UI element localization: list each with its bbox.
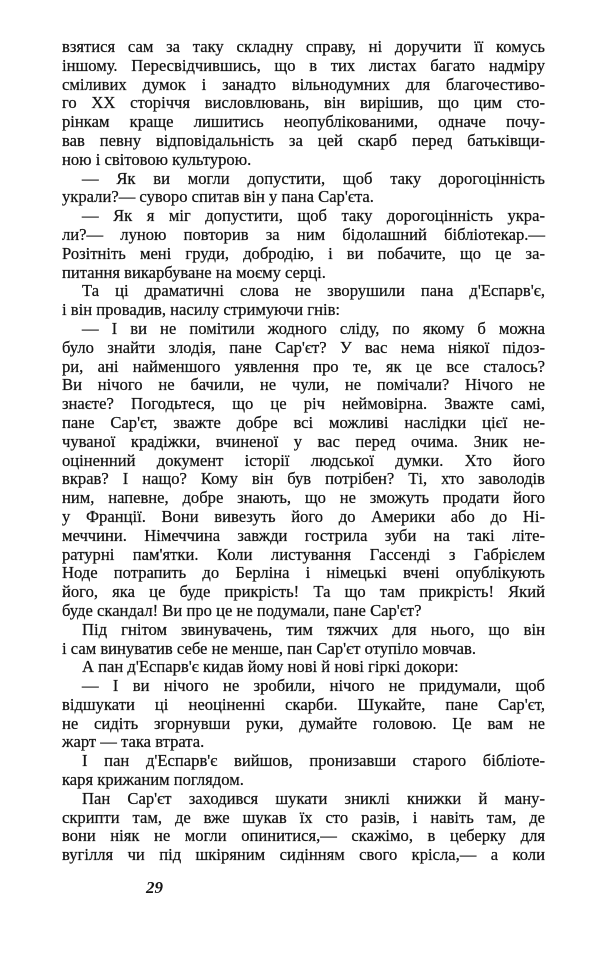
text-line: сміливих думок і занадто вільнодумних для благочестиво- xyxy=(62,74,545,94)
text-line: Під гнітом звинувачень, тим тяжчих для нього, що він xyxy=(82,619,545,639)
text-line: не сидіть згорнувши руки, думайте головою. Це вам не xyxy=(62,713,545,733)
paragraph xyxy=(62,621,545,659)
text-line: питання викарбуване на моєму серці. xyxy=(62,262,326,282)
text-line: Ноде потрапить до Берліна і німецькі вчені опублікують xyxy=(62,563,545,583)
text-line: вони ніяк не могли опинитися,— скажімо, в цеберку для xyxy=(62,826,545,846)
text-line: буде скандал! Ви про це не подумали, пане Сар'єт? xyxy=(62,600,422,620)
text-line: у Франції. Вони вивезуть його до Америки або до Ні- xyxy=(62,506,545,526)
page-number: 29 xyxy=(146,878,163,897)
text-line: Ви нічого не бачили, не чули, не помічали? Нічого не xyxy=(62,375,545,395)
text-line: — Як я міг допустити, щоб таку дорогоцінність укра- xyxy=(82,206,545,226)
text-line: — Як ви могли допустити, щоб таку дорогоцінність xyxy=(82,168,545,188)
paragraph xyxy=(62,752,545,790)
text-line: вугілля чи під шкіряним сидінням свого крісла,— а коли xyxy=(62,845,545,865)
text-line: було знайти злодія, пане Сар'єт? У вас нема ніякої підоз- xyxy=(62,337,545,357)
text-line: іншому. Пересвідчившись, що в тих листах багато надміру xyxy=(62,55,545,75)
text-line: ратурні пам'ятки. Коли листування Гассенді з Габрієлем xyxy=(62,544,545,564)
text-line: чуваної крадіжки, вчиненої у вас перед очима. Зник не- xyxy=(62,431,545,451)
text-line: оціненний документ історії людської думки. Хто його xyxy=(62,450,545,470)
text-line: ри, ані найменшого уявлення про те, як це все сталось? xyxy=(62,356,545,376)
text-line: Пан Сар'єт заходився шукати зниклі книжки й ману- xyxy=(82,788,545,808)
text-line: пане Сар'єт, зважте добре всі можливі наслідки цієї не- xyxy=(62,412,545,432)
text-line: Та ці драматичні слова не зворушили пана д'Еспарв'є, xyxy=(82,281,545,301)
text-line: знаєте? Погодьтеся, що це річ неймовірна. Зважте самі, xyxy=(62,394,545,414)
text-line: — І ви нічого не зробили, нічого не придумали, щоб xyxy=(82,676,545,696)
book-page-text xyxy=(62,38,545,865)
text-line: ним, напевне, добре знають, що не зможуть продати його xyxy=(62,488,545,508)
paragraph xyxy=(62,170,545,208)
text-line: ною і світовою культурою. xyxy=(62,149,252,169)
paragraph xyxy=(62,282,545,320)
text-line: жарт — така втрата. xyxy=(62,732,205,752)
text-line: меччини. Німеччина завжди гострила зуби на такі літе- xyxy=(62,525,545,545)
paragraph xyxy=(62,38,545,170)
text-line: вав певну відповідальність за цей скарб перед батьківщи- xyxy=(62,130,545,150)
text-line: і сам винуватив себе не менше, пан Сар'єт отупіло мовчав. xyxy=(62,638,476,658)
text-line: Розітніть мені груди, добродію, і ви побачите, що це за- xyxy=(62,243,545,263)
text-line: каря крижаним поглядом. xyxy=(62,770,244,790)
text-line: украли?— суворо спитав він у пана Сар'єта. xyxy=(62,187,374,207)
text-line: взятися сам за таку складну справу, ні доручити її комусь xyxy=(62,37,545,56)
paragraph xyxy=(62,320,545,621)
text-line: — І ви не помітили жодного сліду, по якому б можна xyxy=(82,318,545,338)
text-line: його, яка це буде прикрість! Та що там прикрість! Який xyxy=(62,582,545,602)
text-line: вкрав? І нащо? Кому він був потрібен? Ті, хто заволодів xyxy=(62,469,545,489)
text-line: рінкам краще лишитись неопублікованими, одначе почу- xyxy=(62,112,545,132)
text-line: А пан д'Еспарв'є кидав йому нові й нові гіркі докори: xyxy=(82,657,459,677)
text-line: і він провадив, насилу стримуючи гнів: xyxy=(62,300,341,320)
text-line: І пан д'Еспарв'є вийшов, пронизавши старого бібліоте- xyxy=(82,751,545,771)
text-line: ли?— луною повторив за ним бідолашний бібліотекар.— xyxy=(62,224,545,244)
paragraph xyxy=(62,790,545,865)
text-line: скрипти там, де вже шукав їх сто разів, і навіть там, де xyxy=(62,807,545,827)
text-line: го XX сторіччя висловлювань, він вирішив, що цим сто- xyxy=(62,93,545,113)
paragraph xyxy=(62,207,545,282)
paragraph xyxy=(62,677,545,752)
text-line: відшукати ці неоціненні скарби. Шукайте, пане Сар'єт, xyxy=(62,694,545,714)
paragraph xyxy=(62,658,545,677)
